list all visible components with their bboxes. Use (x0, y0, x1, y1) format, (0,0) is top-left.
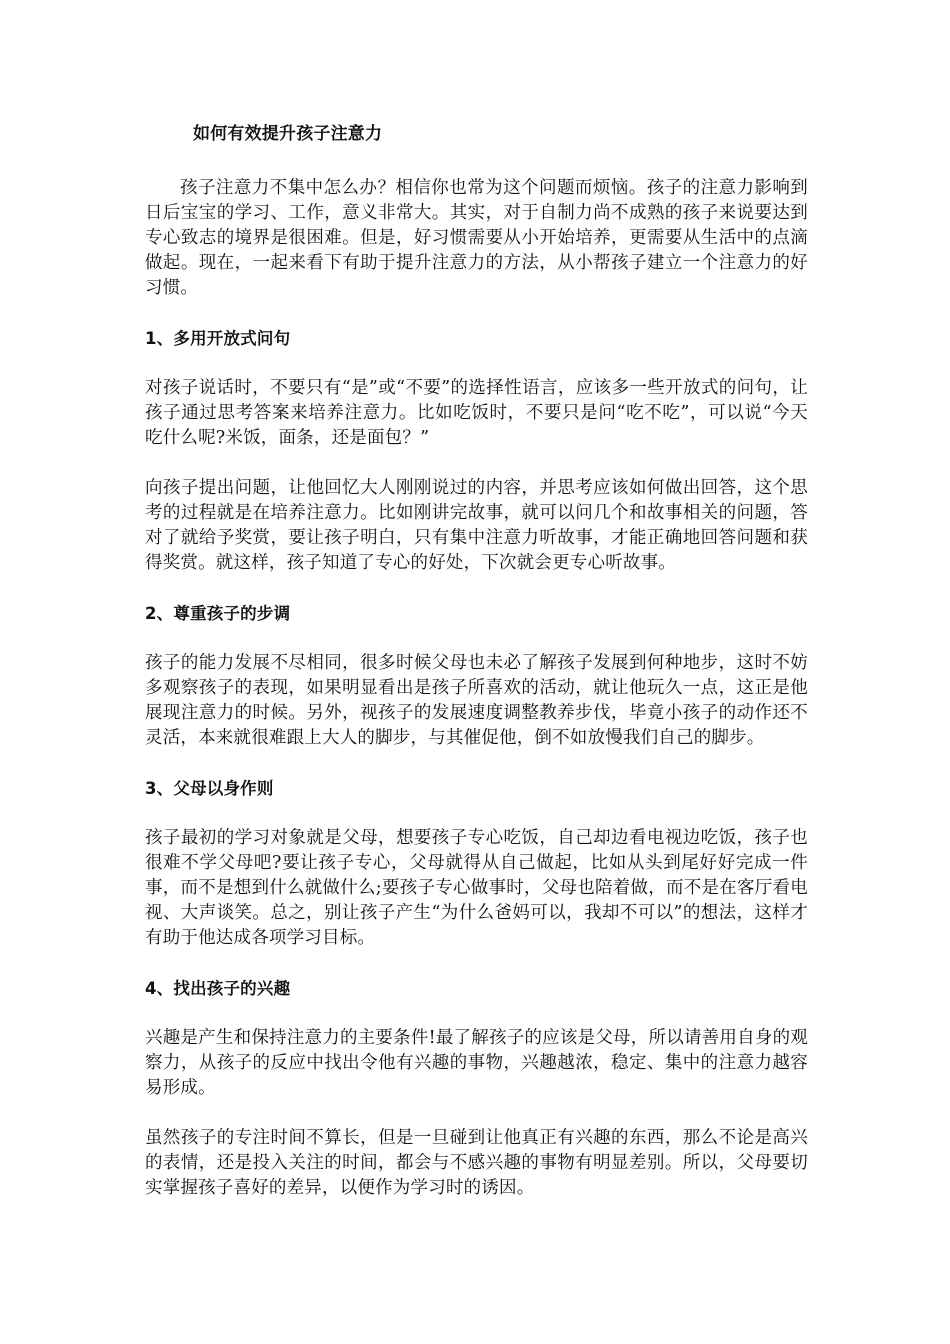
document-body (145, 120, 808, 1226)
intro-paragraph: 孩子注意力不集中怎么办？相信你也常为这个问题而烦恼。孩子的注意力影响到日后宝宝的学习、工作，意义非常大。其实，对于自制力尚不成熟的孩子来说要达到专心致志的境界是很困难。但是，好习惯需要从小开始培养，更需要从生活中的点滴做起。现在，一起来看下有助于提升注意力的方法，从小帮孩子建立一个注意力的好习惯。 (145, 178, 808, 298)
document-title: 如何有效提升孩子注意力 (193, 124, 383, 144)
section-heading-respect-pace: 2、尊重孩子的步调 (145, 604, 291, 623)
section-paragraph: 对孩子说话时，不要只有“是”或“不要”的选择性语言，应该多一些开放式的问句，让孩子通过思考答案来培养注意力。比如吃饭时，不要只是问“吃不吃”，可以说“今天吃什么呢?米饭，面条，还是面包？” (145, 378, 808, 448)
section-paragraph: 孩子最初的学习对象就是父母，想要孩子专心吃饭，自己却边看电视边吃饭，孩子也很难不学父母吧?要让孩子专心，父母就得从自己做起，比如从头到尾好好完成一件事，而不是想到什么就做什么;要孩子专心做事时，父母也陪着做，而不是在客厅看电视、大声谈笑。总之，别让孩子产生“为什么爸妈可以，我却不可以”的想法，这样才有助于他达成各项学习目标。 (145, 828, 808, 948)
section-paragraph: 兴趣是产生和保持注意力的主要条件!最了解孩子的应该是父母，所以请善用自身的观察力，从孩子的反应中找出令他有兴趣的事物，兴趣越浓，稳定、集中的注意力越容易形成。 (145, 1028, 808, 1098)
section-paragraph: 虽然孩子的专注时间不算长，但是一旦碰到让他真正有兴趣的东西，那么不论是高兴的表情，还是投入关注的时间，都会与不感兴趣的事物有明显差别。所以，父母要切实掌握孩子喜好的差异，以便作为学习时的诱因。 (145, 1128, 808, 1198)
section-heading-open-questions: 1、多用开放式问句 (145, 329, 291, 348)
section-heading-find-interest: 4、找出孩子的兴趣 (145, 979, 291, 998)
section-paragraph: 孩子的能力发展不尽相同，很多时候父母也未必了解孩子发展到何种地步，这时不妨多观察孩子的表现，如果明显看出是孩子所喜欢的活动，就让他玩久一点，这正是他展现注意力的时候。另外，视孩子的发展速度调整教养步伐，毕竟小孩子的动作还不灵活，本来就很难跟上大人的脚步，与其催促他，倒不如放慢我们自己的脚步。 (145, 653, 808, 748)
section-heading-lead-by-example: 3、父母以身作则 (145, 779, 274, 798)
section-paragraph: 向孩子提出问题，让他回忆大人刚刚说过的内容，并思考应该如何做出回答，这个思考的过程就是在培养注意力。比如刚讲完故事，就可以问几个和故事相关的问题，答对了就给予奖赏，要让孩子明白，只有集中注意力听故事，才能正确地回答问题和获得奖赏。就这样，孩子知道了专心的好处，下次就会更专心听故事。 (145, 478, 808, 573)
